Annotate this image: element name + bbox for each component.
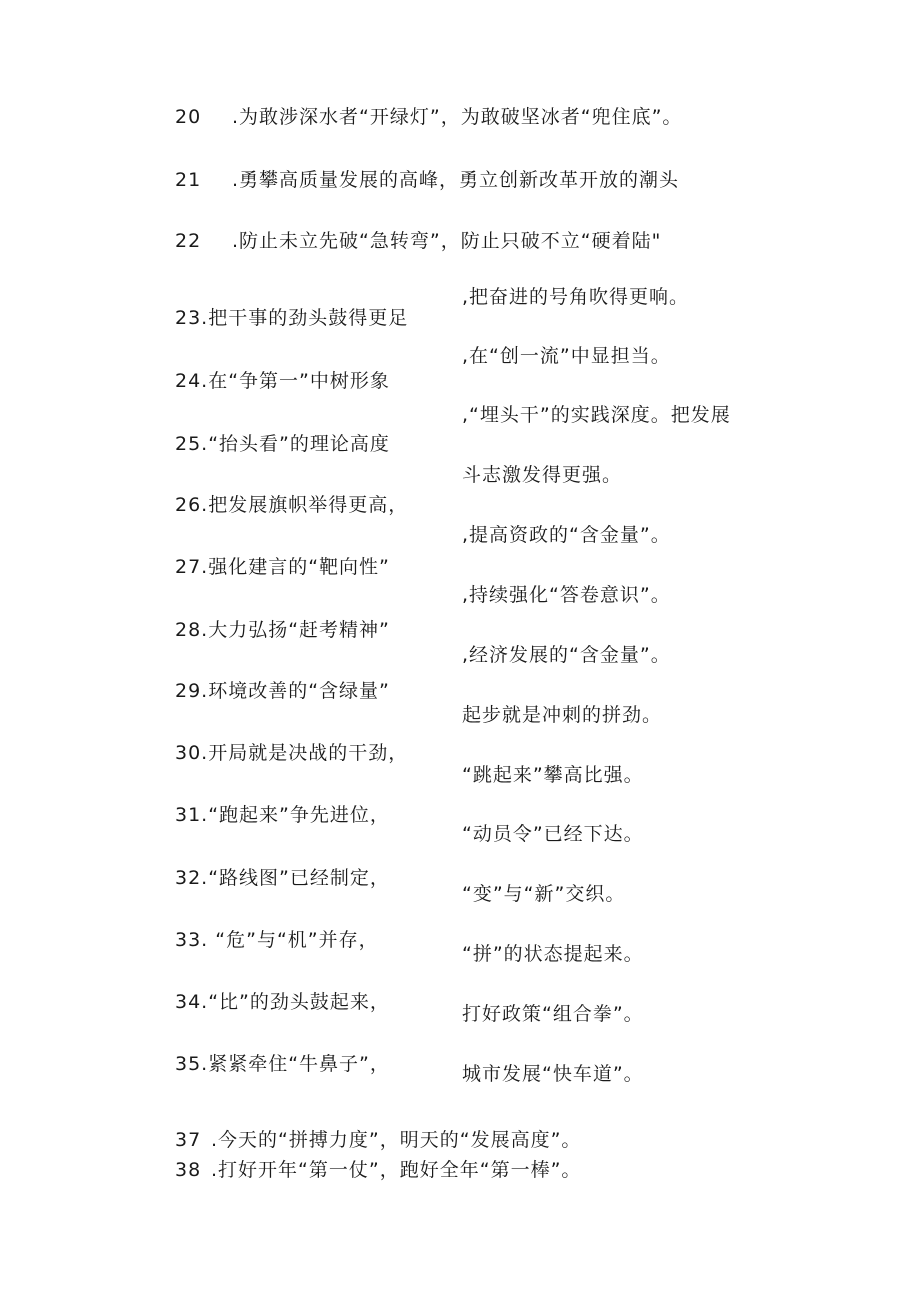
left-item: 30.开局就是决战的干劲， [175, 742, 409, 764]
left-item: 28.大力弘扬“赶考精神” [175, 619, 390, 641]
item-text: .今天的“拼搏力度”，明天的“发展高度”。 [211, 1129, 582, 1151]
right-item: 打好政策“组合拳”。 [462, 1003, 644, 1025]
item-20 [175, 105, 682, 129]
right-item: 斗志激发得更强。 [462, 464, 623, 486]
right-item: “跳起来”攀高比强。 [462, 764, 644, 786]
right-item: ,持续强化“答卷意识”。 [462, 584, 671, 606]
left-item: 34.“比”的劲头鼓起来， [175, 991, 390, 1013]
item-37 [175, 1128, 581, 1152]
item-text: .为敢涉深水者“开绿灯”，为敢破坚冰者“兜住底”。 [232, 106, 683, 128]
left-item: 27.强化建言的“靶向性” [175, 556, 390, 578]
right-item: ,经济发展的“含金量”。 [462, 644, 671, 666]
left-item: 23.把干事的劲头鼓得更足 [175, 307, 409, 329]
right-item: 起步就是冲刺的拼劲。 [462, 704, 663, 726]
right-item: ,提高资政的“含金量”。 [462, 524, 671, 546]
item-number: 37 [175, 1129, 202, 1151]
item-number: 38 [175, 1159, 202, 1181]
item-number: 22 [175, 230, 202, 252]
item-22 [175, 229, 661, 253]
left-item: 24.在“争第一”中树形象 [175, 370, 390, 392]
right-item: ,“埋头干”的实践深度。把发展 [462, 404, 731, 426]
right-item: “动员令”已经下达。 [462, 823, 644, 845]
item-text: .防止未立先破“急转弯”，防止只破不立“硬着陆" [232, 230, 662, 252]
item-21 [175, 168, 679, 192]
right-item: “拼”的状态提起来。 [462, 943, 644, 965]
left-item: 25.“抬头看”的理论高度 [175, 433, 390, 455]
item-number: 21 [175, 169, 202, 191]
left-item: 32.“路线图”已经制定， [175, 867, 390, 889]
left-item: 33. “危”与“机”并存， [175, 929, 379, 951]
right-item: “变”与“新”交织。 [462, 883, 626, 905]
right-item: ,把奋进的号角吹得更响。 [462, 286, 690, 308]
item-text: .打好开年“第一仗”，跑好全年“第一棒”。 [211, 1159, 582, 1181]
left-item: 26.把发展旗帜举得更高， [175, 494, 409, 516]
left-item: 29.环境改善的“含绿量” [175, 680, 390, 702]
left-item: 35.紧紧牵住“牛鼻子”， [175, 1053, 390, 1075]
left-item: 31.“跑起来”争先进位， [175, 804, 390, 826]
item-number: 20 [175, 106, 202, 128]
item-38 [175, 1158, 581, 1182]
item-text: .勇攀高质量发展的高峰，勇立创新改革开放的潮头 [232, 169, 680, 191]
right-item: ,在“创一流”中显担当。 [462, 345, 671, 367]
right-item: 城市发展“快车道”。 [462, 1063, 644, 1085]
